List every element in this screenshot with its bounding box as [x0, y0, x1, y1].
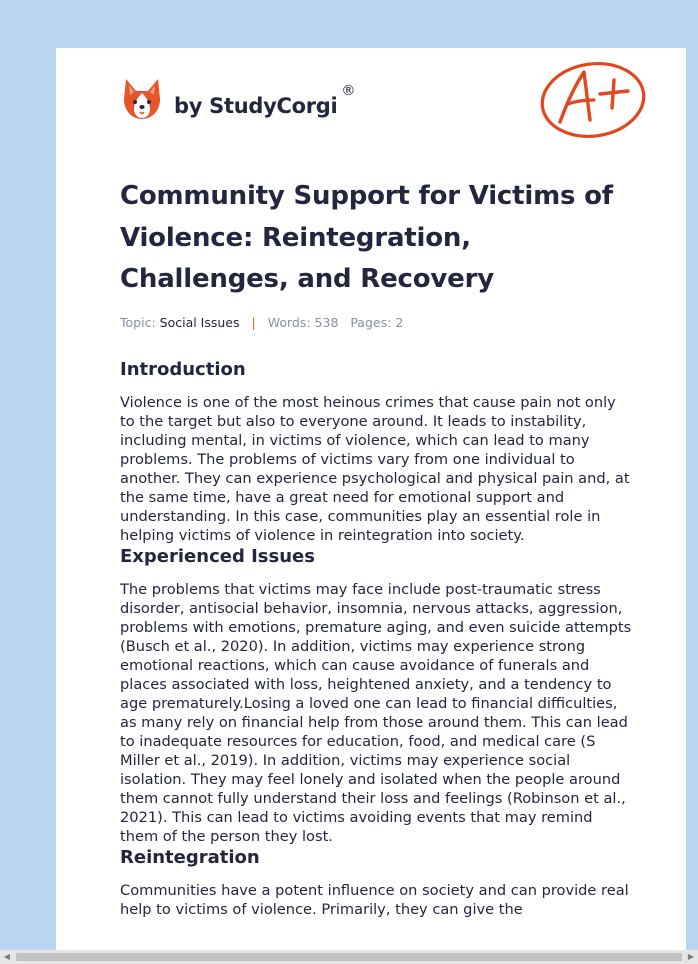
document-meta [120, 315, 632, 331]
words-label: Words: [267, 314, 311, 330]
registered-mark: ® [341, 83, 356, 99]
meta-separator: | [251, 314, 256, 330]
section-text-introduction: Violence is one of the most heinous crimes that cause pain not only to the target but also to everyone around. It leads to instability, including mental, in victims of violence, which can lead to many problems. The problems of victims vary from one individual to another. They can experience psychological and physical pain and, at the same time, have a great need for emotional support and understanding. In this case, communities play an essential role in helping victims of violence in reintegration into society. [120, 393, 630, 544]
section-text-reintegration: Communities have a potent influence on society and can provide real help to victims of violence. Primarily, they can give the [120, 881, 629, 918]
words-count: 538 [314, 314, 339, 330]
topic-link[interactable]: Social Issues [159, 314, 240, 330]
document-page [56, 48, 686, 964]
scrollbar-thumb[interactable] [16, 953, 682, 961]
pages-label: Pages: [350, 314, 392, 330]
document-title: Community Support for Victims of Violence: Reintegration, Challenges, and Recovery [120, 181, 613, 294]
topic-label: Topic: [120, 314, 156, 330]
corgi-logo-icon [122, 77, 162, 121]
pages-count: 2 [395, 314, 404, 330]
brand-name: by StudyCorgi [174, 94, 338, 118]
horizontal-scrollbar[interactable] [0, 950, 698, 964]
studycorgi-logo[interactable] [122, 76, 355, 122]
scroll-left-icon[interactable]: ◀ [3, 952, 11, 961]
section-heading-experienced-issues: Experienced Issues [120, 545, 315, 567]
section-text-experienced-issues: The problems that victims may face include post-traumatic stress disorder, antisocial behavior, insomnia, nervous attacks, aggression, problems with emotions, premature aging, and even suicide attempts (Busch et al., 2020). In addition, victims may experience strong emotional reactions, which can cause avoidance of funerals and places associated with loss, heightened anxiety, and a tendency to age prematurely.Losing a loved one can lead to financial difficulties, as many rely on financial help from those around them. This can lead to inadequate resources for education, food, and medical care (S Miller et al., 2019). In addition, victims may experience social isolation. They may feel lonely and isolated when the people around them cannot fully understand their loss and feelings (Robinson et al., 2021). This can lead to victims avoiding events that may remind them of the person they lost. [120, 580, 632, 845]
section-heading-reintegration: Reintegration [120, 846, 260, 868]
grade-a-plus-icon [538, 60, 648, 140]
scroll-right-icon[interactable]: ▶ [687, 952, 695, 961]
document-content [120, 176, 632, 919]
section-heading-introduction: Introduction [120, 358, 246, 380]
